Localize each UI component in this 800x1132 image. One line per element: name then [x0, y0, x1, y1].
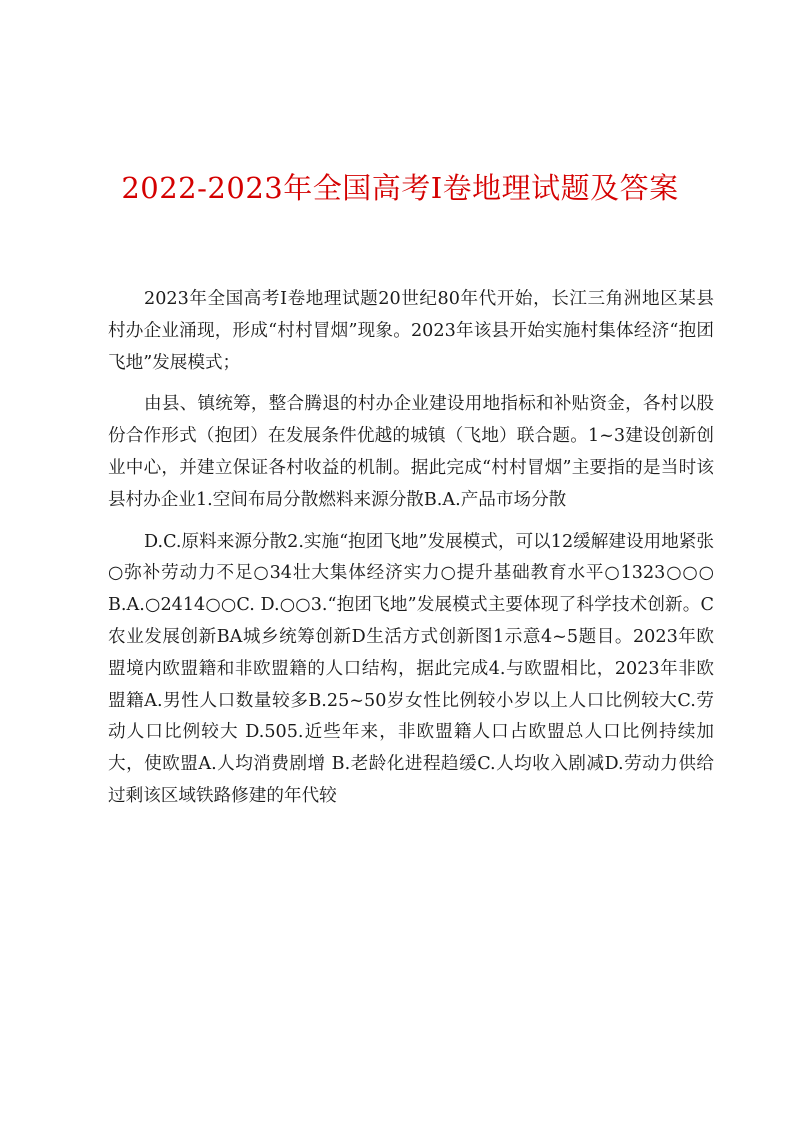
paragraph-1: 2023年全国高考Ⅰ卷地理试题20世纪80年代开始，长江三角洲地区某县村办企业涌现，形成“村村冒烟”现象。2023年该县开始实施村集体经济“抱团飞地”发展模式；	[108, 289, 714, 373]
page-title: 2022-2023年全国高考Ⅰ卷地理试题及答案	[121, 171, 679, 205]
paragraph-2: 由县、镇统筹，整合腾退的村办企业建设用地指标和补贴资金，各村以股份合作形式（抱团）在发展条件优越的城镇（飞地）联合题。1~3建设创新创业中心，并建立保证各村收益的机制。据此完成“村村冒烟”主要指的是当时该县村办企业1.空间布局分散燃料来源分散B.A.产品市场分散	[108, 394, 714, 510]
document-body	[108, 284, 714, 813]
paragraph-3: D.C.原料来源分散2.实施“抱团飞地”发展模式，可以12缓解建设用地紧张○弥补劳动力不足○34壮大集体经济实力○提升基础教育水平○1323○○○ B.A.○2414○○C. D.○○3.“抱团飞地”发展模式主要体现了科学技术创新。C 农业发展创新BA城乡统筹创新D生活方式创新图1示意4~5题目。2023年欧盟境内欧盟籍和非欧盟籍的人口结构，据此完成4.与欧盟相比，2023年非欧盟籍A.男性人口数量较多B.25~50岁女性比例较小岁以上人口比例较大C.劳动人口比例较大 D.505.近些年来，非欧盟籍人口占欧盟总人口比例持续加大，使欧盟A.人均消费剧增 B.老龄化进程趋缓C.人均收入剧减D.劳动力供给过剩该区域铁路修建的年代较	[108, 531, 714, 806]
